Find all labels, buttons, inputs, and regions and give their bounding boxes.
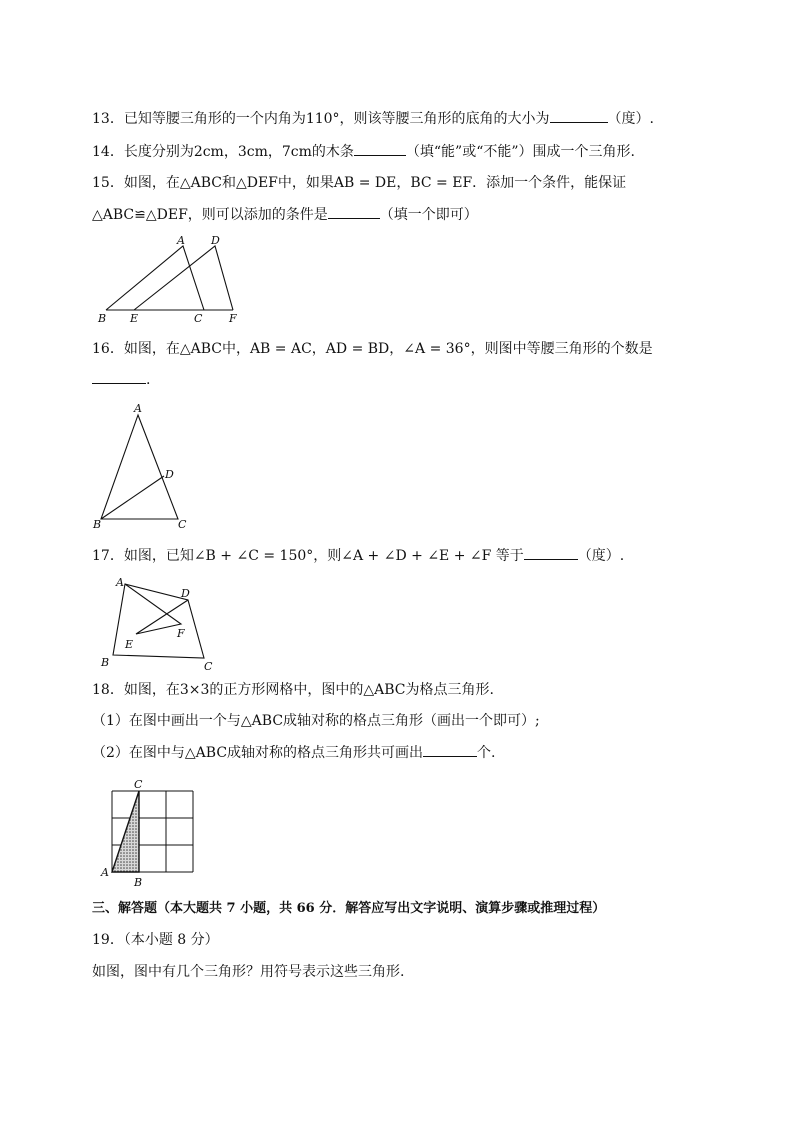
label-f: F: [229, 312, 237, 325]
question-14-suffix: （填“能”或“不能”）围成一个三角形.: [405, 144, 635, 160]
section-3-title: 三、解答题（本大题共 7 小题，共 66 分．解答应写出文字说明、演算步骤或推理过程）: [92, 901, 606, 916]
label-b: B: [134, 876, 143, 889]
label-a: A: [177, 234, 185, 247]
question-15-suffix: （填一个即可）: [379, 207, 478, 223]
label-f: F: [177, 627, 185, 640]
question-16-line-1: 16．如图，在△ABC中，AB = AC，AD = BD，∠A = 36°，则图中等腰三角形的个数是: [92, 341, 653, 357]
label-c: C: [178, 518, 187, 531]
question-13-suffix: （度）.: [607, 111, 654, 127]
label-a: A: [101, 866, 109, 879]
question-15-text: △ABC≌△DEF，则可以添加的条件是: [92, 207, 328, 223]
question-17-suffix: （度）.: [577, 548, 625, 564]
label-d: D: [211, 234, 220, 247]
question-19-header: 19．（本小题 8 分）: [92, 932, 219, 948]
label-c: C: [194, 312, 203, 325]
label-c: C: [134, 778, 143, 791]
question-16-suffix: .: [146, 372, 151, 388]
question-15-line-1: 15．如图，在△ABC和△DEF中，如果AB = DE，BC = EF．添加一个条件，能保证: [92, 175, 627, 191]
label-c: C: [204, 660, 213, 673]
label-b: B: [98, 312, 107, 325]
label-a: A: [116, 576, 124, 589]
question-13-text: 13．已知等腰三角形的一个内角为110°，则该等腰三角形的底角的大小为: [92, 111, 550, 127]
question-18-line-1: 18．如图，在3×3的正方形网格中，图中的△ABC为格点三角形.: [92, 682, 494, 698]
shaded-triangle-abc: [112, 791, 139, 872]
label-a: A: [134, 402, 142, 415]
question-18-line-2: （1）在图中画出一个与△ABC成轴对称的格点三角形（画出一个即可）;: [92, 713, 540, 729]
question-18-text: （2）在图中与△ABC成轴对称的格点三角形共可画出: [92, 745, 424, 761]
label-d: D: [181, 587, 190, 600]
label-d: D: [165, 468, 174, 481]
question-18-suffix: 个.: [477, 745, 496, 761]
label-b: B: [93, 518, 102, 531]
label-e: E: [130, 312, 139, 325]
question-17-text: 17．如图，已知∠B + ∠C = 150°，则∠A + ∠D + ∠E + ∠F 等于: [92, 548, 524, 564]
label-b: B: [101, 656, 110, 669]
question-14-text: 14．长度分别为2cm，3cm，7cm的木条: [92, 144, 354, 160]
label-e: E: [125, 638, 134, 651]
question-19-text: 如图，图中有几个三角形？用符号表示这些三角形.: [92, 964, 405, 980]
